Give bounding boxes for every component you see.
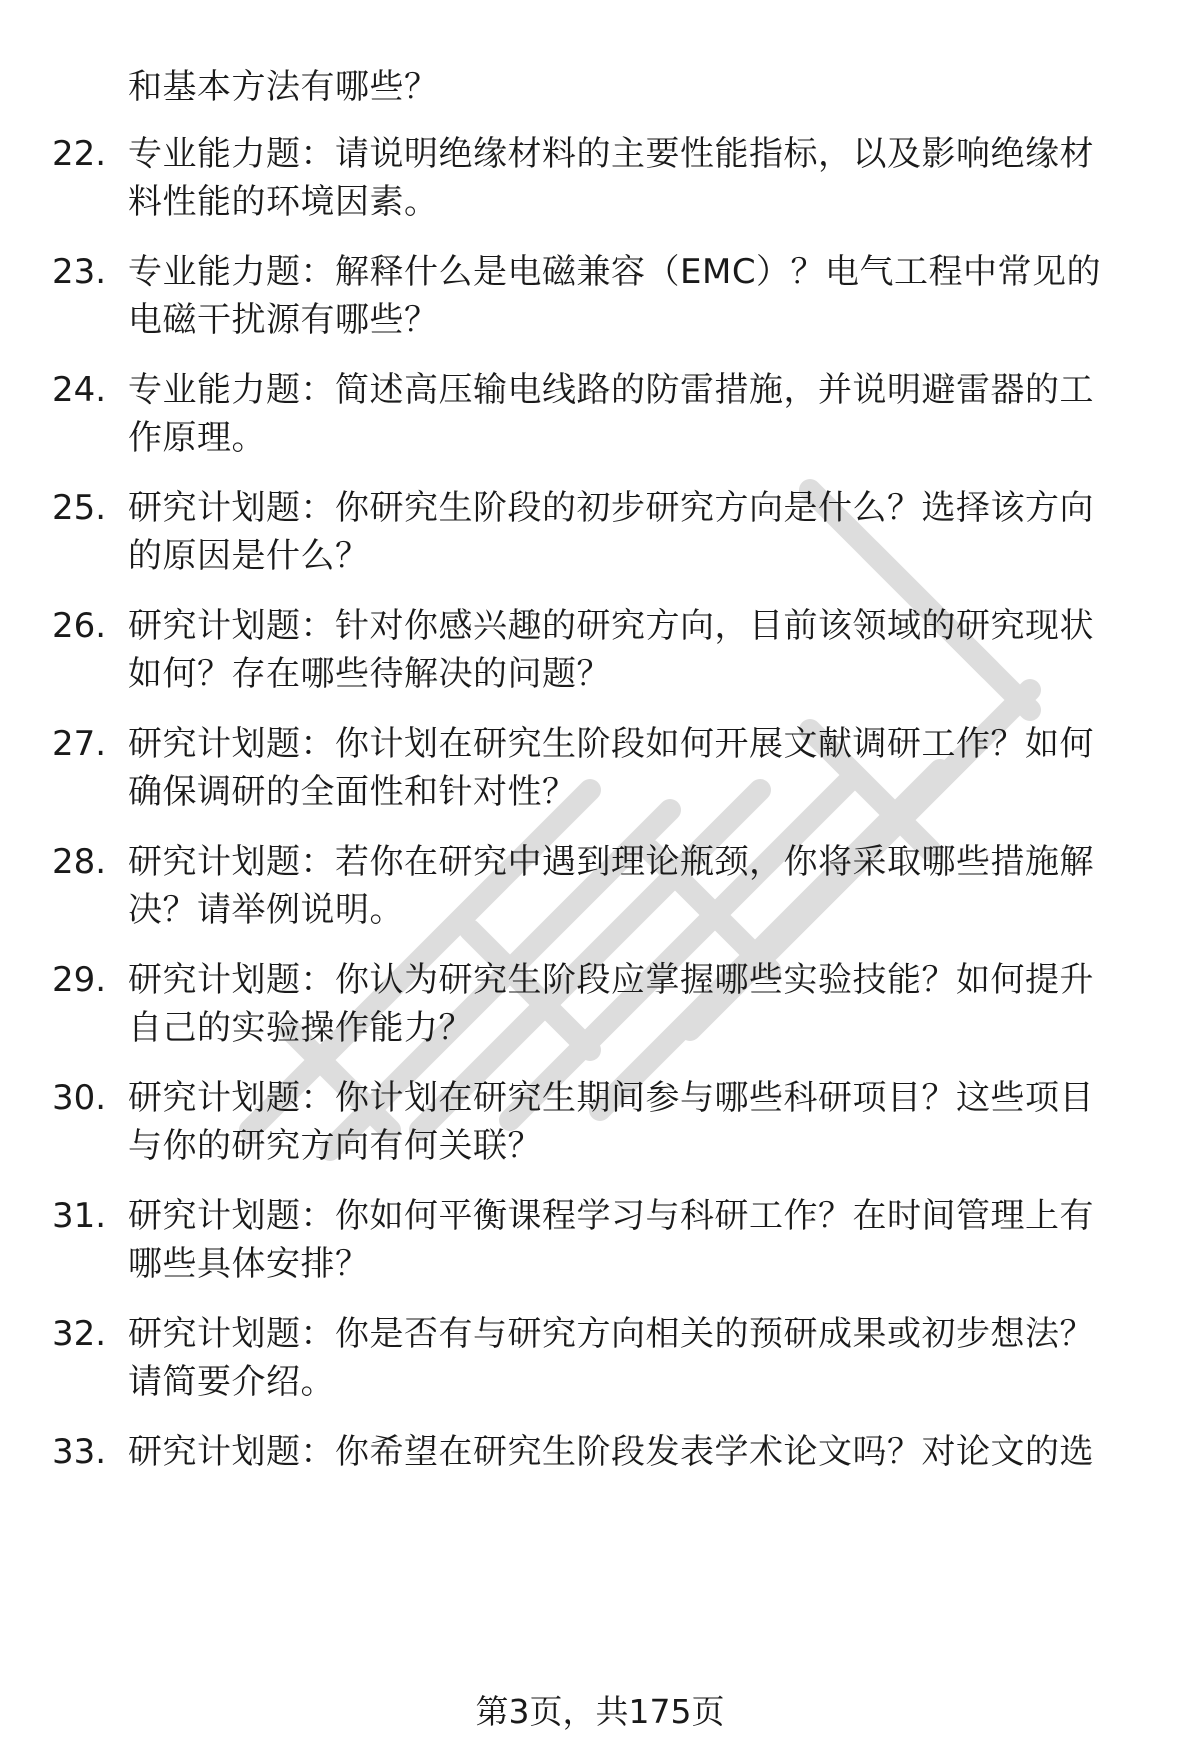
item-text-line2: 确保调研的全面性和针对性？ — [128, 772, 577, 812]
item-text-line1: 研究计划题：你计划在研究生期间参与哪些科研项目？这些项目 — [128, 1078, 1094, 1118]
item-number: 27. — [52, 724, 107, 764]
item-text-line1: 专业能力题：解释什么是电磁兼容（EMC）？电气工程中常见的 — [128, 252, 1102, 292]
item-text-line2: 料性能的环境因素。 — [128, 182, 439, 222]
item-text-line2: 请简要介绍。 — [128, 1362, 335, 1402]
item-text-line1: 专业能力题：简述高压输电线路的防雷措施，并说明避雷器的工 — [128, 370, 1094, 410]
item-number: 28. — [52, 842, 107, 882]
item-text-line1: 研究计划题：针对你感兴趣的研究方向，目前该领域的研究现状 — [128, 606, 1094, 646]
item-text-line1: 专业能力题：请说明绝缘材料的主要性能指标，以及影响绝缘材 — [128, 134, 1094, 174]
item-text-line2: 作原理。 — [128, 418, 266, 458]
item-number: 26. — [52, 606, 107, 646]
continued-text: 和基本方法有哪些？ — [128, 67, 439, 107]
item-text-line2: 哪些具体安排？ — [128, 1244, 370, 1284]
item-number: 22. — [52, 134, 107, 174]
item-number: 24. — [52, 370, 107, 410]
item-text-line1: 研究计划题：你计划在研究生阶段如何开展文献调研工作？如何 — [128, 724, 1094, 764]
item-text-line2: 与你的研究方向有何关联？ — [128, 1126, 542, 1166]
item-text-line2: 的原因是什么？ — [128, 536, 370, 576]
item-number: 25. — [52, 488, 107, 528]
item-number: 32. — [52, 1314, 107, 1354]
item-text-line2: 自己的实验操作能力？ — [128, 1008, 473, 1048]
item-text-line2: 电磁干扰源有哪些？ — [128, 300, 439, 340]
item-text-line1: 研究计划题：若你在研究中遇到理论瓶颈，你将采取哪些措施解 — [128, 842, 1094, 882]
item-number: 30. — [52, 1078, 107, 1118]
item-number: 33. — [52, 1432, 107, 1472]
item-text-line1: 研究计划题：你是否有与研究方向相关的预研成果或初步想法？ — [128, 1314, 1094, 1354]
item-number: 29. — [52, 960, 107, 1000]
item-text-line1: 研究计划题：你认为研究生阶段应掌握哪些实验技能？如何提升 — [128, 960, 1094, 1000]
item-text-line1: 研究计划题：你研究生阶段的初步研究方向是什么？选择该方向 — [128, 488, 1094, 528]
page-footer: 第3页，共175页 — [475, 1692, 725, 1731]
item-text-line1: 研究计划题：你希望在研究生阶段发表学术论文吗？对论文的选 — [128, 1432, 1094, 1472]
item-text-line2: 决？请举例说明。 — [128, 890, 404, 930]
item-text-line1: 研究计划题：你如何平衡课程学习与科研工作？在时间管理上有 — [128, 1196, 1094, 1236]
item-number: 23. — [52, 252, 107, 292]
item-text-line2: 如何？存在哪些待解决的问题？ — [128, 654, 611, 694]
item-number: 31. — [52, 1196, 107, 1236]
